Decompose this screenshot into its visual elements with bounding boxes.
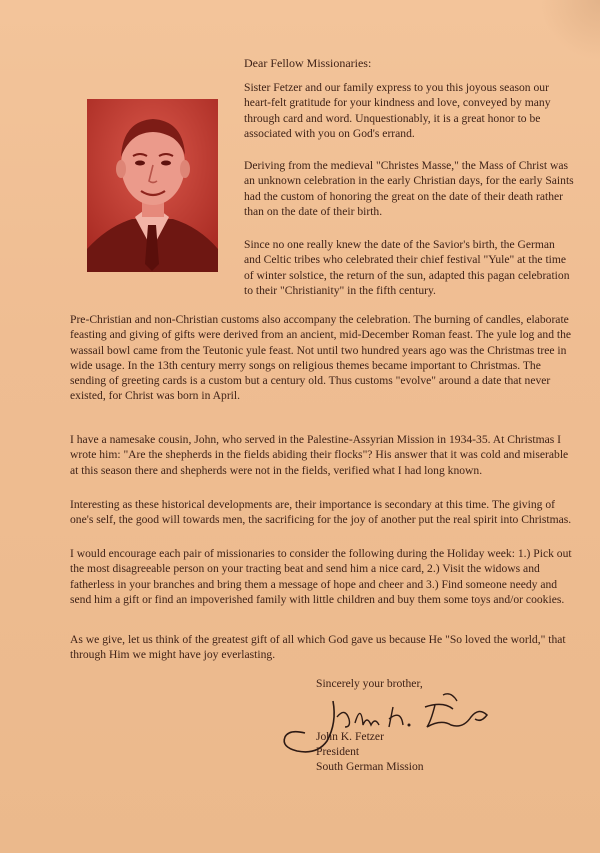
paragraph-3: Since no one really knew the date of the Savior's birth, the German and Celtic tribes who celebrated their chief festival "Yule" at the time of winter solstice, the return of the sun, adapted this pagan celebration to their "Christianity" in the fifth century. — [244, 238, 570, 297]
paragraph-7: I would encourage each pair of missionaries to consider the following during the Holiday week: 1.) Pick out the most disagreeable person on your tracting beat and send him a nice card, 2.) Visit the widows and fatherless in your branches and bring them a message of hope and cheer and 3.) Find someone needy and send him a gift or find an impoverished family with little children and buy them some toys and/or cookies. — [70, 547, 572, 606]
paragraph-2: Deriving from the medieval "Christes Masse," the Mass of Christ was an unknown celebration in the early Christian days, for the early Saints had the custom of honoring the great on the date of their death rather than on the date of their birth. — [244, 159, 574, 218]
paragraph-6: Interesting as these historical developments are, their importance is secondary at this time. The giving of one's self, the good will towards men, the sacrificing for the joy of another put the real spirit into Christmas. — [70, 498, 572, 527]
paragraph-8: As we give, let us think of the greatest gift of all which God gave us because He "So loved the world," that through Him we might have joy everlasting. — [70, 633, 566, 662]
portrait-icon — [87, 99, 218, 272]
closing: Sincerely your brother, — [316, 677, 423, 690]
paragraph-4: Pre-Christian and non-Christian customs also accompany the celebration. The burning of candles, elaborate feasting and giving of gifts were derived from an ancient, mid-December Roman feast. The yule log and the wassail bowl came from the Teutonic yule feast. Not until two hundred years ago was the Christmas tree in wide usage. In the 13th century merry songs on religious themes became important to Christmas. The sending of greeting cards is a custom but a century old. Thus customs "evolve" around a date that never existed, for Christ was born in April. — [70, 313, 572, 403]
handwritten-signature — [275, 693, 505, 763]
portrait-photo — [87, 99, 218, 272]
signer-title: President — [316, 745, 360, 758]
paragraph-1: Sister Fetzer and our family express to you this joyous season our heart-felt gratitude for your kindness and love, conveyed by many through card and word. Unquestionably, it is a great honor to be associated with you on God's errand. — [244, 81, 551, 140]
salutation: Dear Fellow Missionaries: — [244, 56, 372, 70]
signer-org: South German Mission — [316, 760, 424, 773]
paragraph-5: I have a namesake cousin, John, who served in the Palestine-Assyrian Mission in 1934-35. At Christmas I wrote him: "Are the shepherds in the fields abiding their flocks"? His answer that it was cold and miserable at this season there and shepherds were not in the fields, verified what I had long known. — [70, 433, 569, 477]
signer-name: John K. Fetzer — [316, 730, 384, 743]
